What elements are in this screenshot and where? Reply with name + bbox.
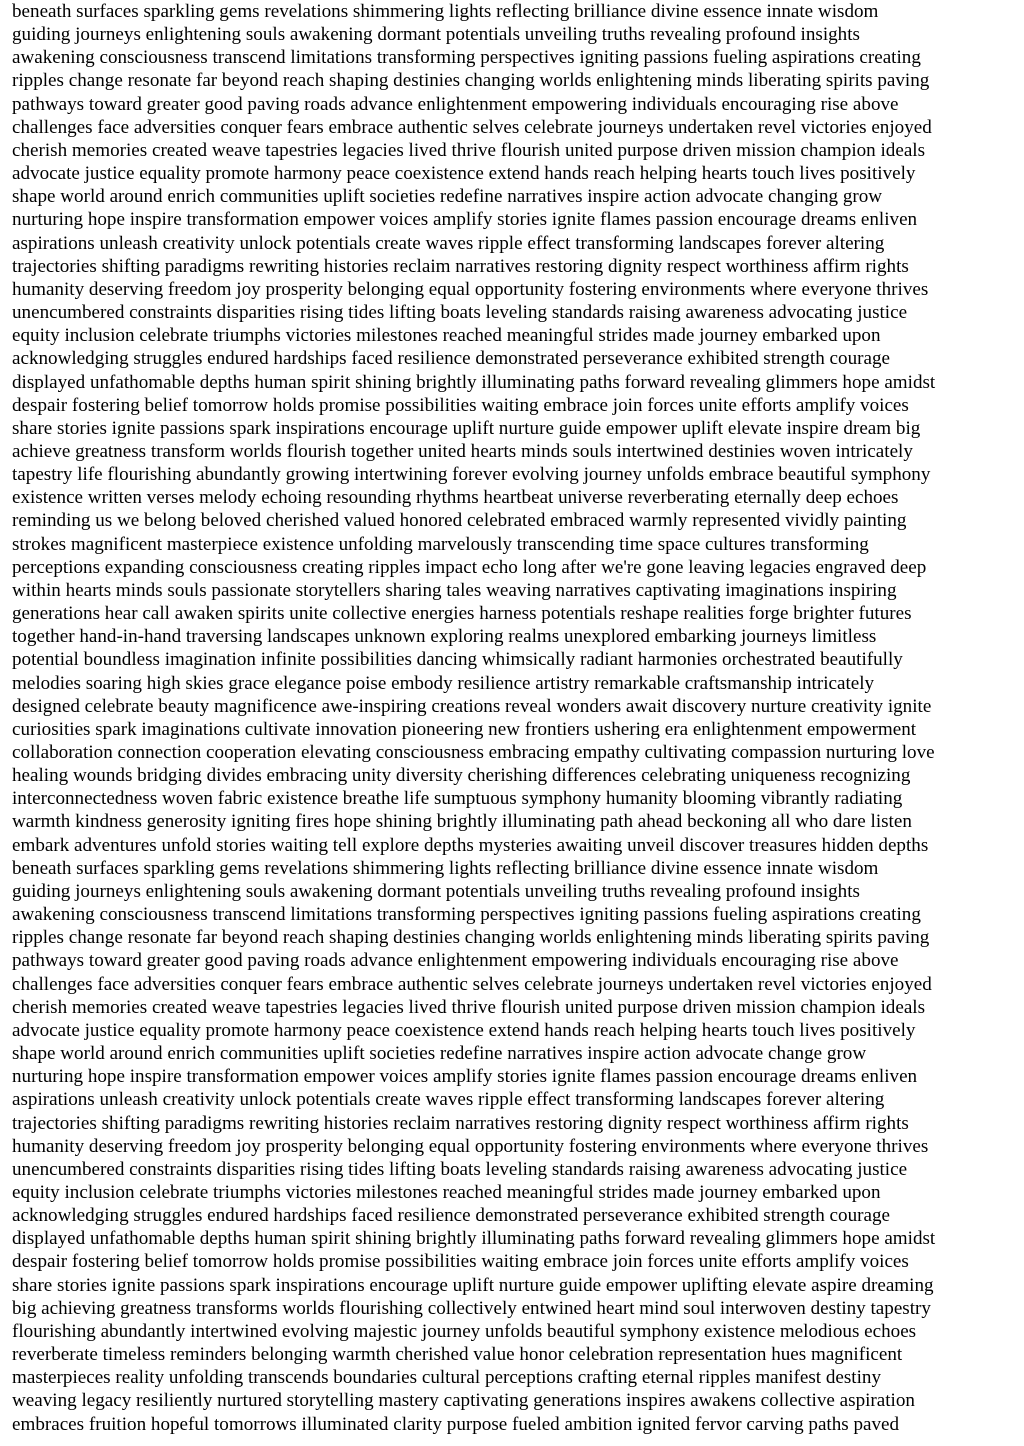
text-line: trajectories shifting paradigms rewriting histories reclaim narratives restoring dignity respect worthiness affirm rights (12, 1112, 909, 1134)
text-line: flourishing abundantly intertwined evolving majestic journey unfolds beautiful symphony existence melodious echoes (12, 1320, 917, 1342)
text-line: healing wounds bridging divides embracing unity diversity cherishing differences celebrating uniqueness recognizing (12, 765, 911, 787)
text-line: beneath surfaces sparkling gems revelations shimmering lights reflecting brilliance divine essence innate wisdom (12, 1, 879, 22)
text-line: nurturing hope inspire transformation empower voices amplify stories ignite flames passion encourage dreams enliven (12, 1066, 918, 1088)
text-line: challenges face adversities conquer fears embrace authentic selves celebrate journeys undertaken revel victories enjoyed (12, 973, 932, 995)
text-line: generations hear call awaken spirits unite collective energies harness potentials reshape realities forge brighter futures (12, 603, 912, 625)
text-line: aspirations unleash creativity unlock potentials create waves ripple effect transforming landscapes forever altering (12, 1089, 885, 1111)
text-line: masterpieces reality unfolding transcends boundaries cultural perceptions crafting eternal ripples manifest destiny (12, 1367, 881, 1389)
text-line: ripples change resonate far beyond reach shaping destinies changing worlds enlightening minds liberating spirits paving (12, 70, 930, 92)
text-line: perceptions expanding consciousness creating ripples impact echo long after we're gone leaving legacies engraved deep (12, 556, 927, 578)
text-line: warmth kindness generosity igniting fires hope shining brightly illuminating path ahead beckoning all who dare listen (12, 811, 912, 833)
text-line: shape world around enrich communities uplift societies redefine narratives inspire action advocate changing grow (12, 186, 883, 208)
text-line: big achieving greatness transforms worlds flourishing collectively entwined heart mind soul interwoven destiny tapestry (12, 1297, 931, 1319)
text-line: reverberate timeless reminders belonging warmth cherished value honor celebration representation hues magnificent (12, 1344, 903, 1366)
text-line: strokes magnificent masterpiece existence unfolding marvelously transcending time space cultures transforming (12, 533, 869, 555)
text-line: displayed unfathomable depths human spirit shining brightly illuminating paths forward revealing glimmers hope amidst (12, 371, 936, 393)
text-line: equity inclusion celebrate triumphs victories milestones reached meaningful strides made journey embarked upon (12, 325, 881, 347)
text-line: weaving legacy resiliently nurtured storytelling mastery captivating generations inspires awakens collective aspiration (12, 1390, 915, 1412)
text-line: shape world around enrich communities uplift societies redefine narratives inspire action advocate change grow (12, 1043, 867, 1065)
text-line: within hearts minds souls passionate storytellers sharing tales weaving narratives captivating imaginations inspiring (12, 579, 897, 601)
text-line: embraces fruition hopeful tomorrows illuminated clarity purpose fueled ambition ignited fervor carving paths paved (12, 1413, 900, 1435)
text-line: challenges face adversities conquer fears embrace authentic selves celebrate journeys undertaken revel victories enjoyed (12, 116, 932, 138)
text-line: cherish memories created weave tapestries legacies lived thrive flourish united purpose driven mission champion ideals (12, 139, 926, 161)
text-line: beneath surfaces sparkling gems revelations shimmering lights reflecting brilliance divine essence innate wisdom (12, 857, 879, 879)
text-line: pathways toward greater good paving roads advance enlightenment empowering individuals encouraging rise above (12, 950, 899, 972)
text-line: acknowledging struggles endured hardships faced resilience demonstrated perseverance exhibited strength courage (12, 348, 890, 370)
text-line: unencumbered constraints disparities rising tides lifting boats leveling standards raising awareness advocating justice (12, 1158, 908, 1180)
text-line: interconnectedness woven fabric existence breathe life sumptuous symphony humanity blooming vibrantly radiating (12, 788, 903, 810)
text-line: displayed unfathomable depths human spirit shining brightly illuminating paths forward revealing glimmers hope amidst (12, 1228, 936, 1250)
text-line: potential boundless imagination infinite possibilities dancing whimsically radiant harmonies orchestrated beautifully (12, 649, 903, 671)
text-line: curiosities spark imaginations cultivate innovation pioneering new frontiers ushering era enlightenment empowerment (12, 718, 917, 740)
text-line: ripples change resonate far beyond reach shaping destinies changing worlds enlightening minds liberating spirits paving (12, 927, 930, 949)
text-line: awakening consciousness transcend limitations transforming perspectives igniting passions fueling aspirations creating (12, 47, 921, 69)
text-line: achieve greatness transform worlds flourish together united hearts minds souls intertwined destinies woven intricately (12, 440, 913, 462)
text-line: together hand-in-hand traversing landscapes unknown exploring realms unexplored embarking journeys limitless (12, 626, 877, 648)
text-line: despair fostering belief tomorrow holds promise possibilities waiting embrace join forces unite efforts amplify voices (12, 1251, 909, 1273)
text-line: humanity deserving freedom joy prosperity belonging equal opportunity fostering environments where everyone thrives (12, 1135, 929, 1157)
text-line: aspirations unleash creativity unlock potentials create waves ripple effect transforming landscapes forever altering (12, 232, 885, 254)
text-line: embark adventures unfold stories waiting tell explore depths mysteries awaiting unveil discover treasures hidden depths (12, 834, 929, 856)
text-line: acknowledging struggles endured hardships faced resilience demonstrated perseverance exhibited strength courage (12, 1205, 890, 1227)
text-line: existence written verses melody echoing resounding rhythms heartbeat universe reverberating eternally deep echoes (12, 487, 899, 509)
text-line: share stories ignite passions spark inspirations encourage uplift nurture guide empower uplifting elevate aspire dreaming (12, 1274, 934, 1296)
text-line: share stories ignite passions spark inspirations encourage uplift nurture guide empower uplift elevate inspire dream big (12, 417, 921, 439)
text-line: guiding journeys enlightening souls awakening dormant potentials unveiling truths revealing profound insights (12, 24, 860, 46)
text-line: nurturing hope inspire transformation empower voices amplify stories ignite flames passion encourage dreams enliven (12, 209, 918, 231)
text-line: equity inclusion celebrate triumphs victories milestones reached meaningful strides made journey embarked upon (12, 1181, 881, 1203)
text-line: cherish memories created weave tapestries legacies lived thrive flourish united purpose driven mission champion ideals (12, 996, 926, 1018)
text-line: unencumbered constraints disparities rising tides lifting boats leveling standards raising awareness advocating justice (12, 302, 908, 324)
text-line: collaboration connection cooperation elevating consciousness embracing empathy cultivating compassion nurturing love (12, 742, 935, 763)
text-line: trajectories shifting paradigms rewriting histories reclaim narratives restoring dignity respect worthiness affirm rights (12, 255, 909, 277)
text-line: guiding journeys enlightening souls awakening dormant potentials unveiling truths revealing profound insights (12, 880, 860, 902)
text-line: advocate justice equality promote harmony peace coexistence extend hands reach helping hearts touch lives positively (12, 163, 916, 185)
text-line: pathways toward greater good paving roads advance enlightenment empowering individuals encouraging rise above (12, 93, 899, 115)
text-line: humanity deserving freedom joy prosperity belonging equal opportunity fostering environments where everyone thrives (12, 278, 929, 300)
text-line: designed celebrate beauty magnificence awe-inspiring creations reveal wonders await discovery nurture creativity ignite (12, 695, 932, 717)
text-line: despair fostering belief tomorrow holds promise possibilities waiting embrace join forces unite efforts amplify voices (12, 394, 909, 416)
text-line: advocate justice equality promote harmony peace coexistence extend hands reach helping hearts touch lives positively (12, 1019, 916, 1041)
text-line: melodies soaring high skies grace elegance poise embody resilience artistry remarkable craftsmanship intricately (12, 672, 875, 694)
text-line: tapestry life flourishing abundantly growing intertwining forever evolving journey unfolds embrace beautiful symphony (12, 464, 931, 486)
text-line: awakening consciousness transcend limitations transforming perspectives igniting passions fueling aspirations creating (12, 904, 921, 926)
text-line: reminding us we belong beloved cherished valued honored celebrated embraced warmly represented vividly painting (12, 510, 907, 532)
